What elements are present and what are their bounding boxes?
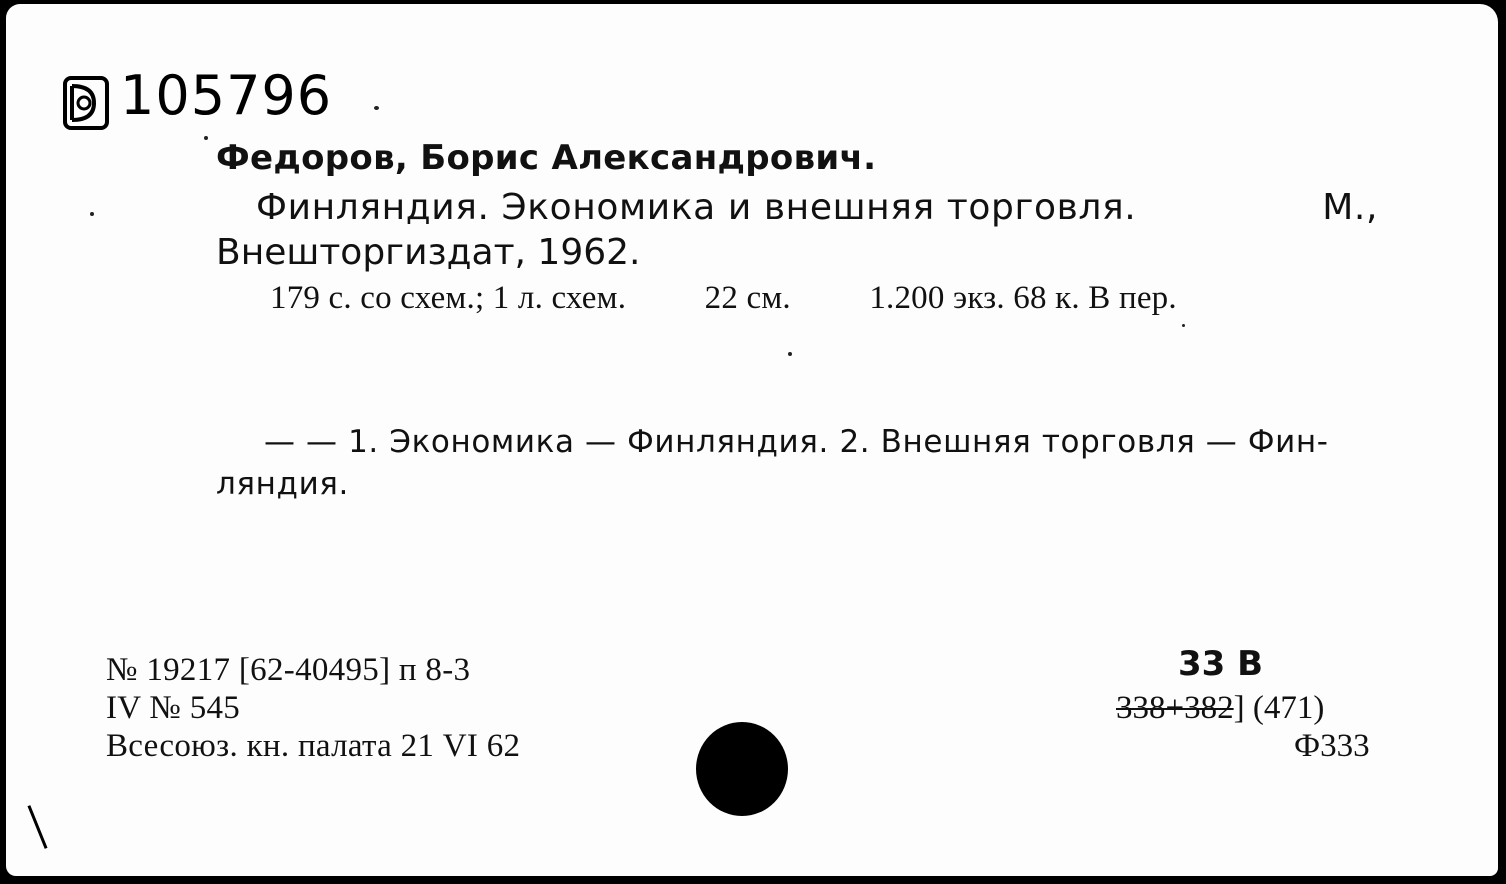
title-text: Финляндия. Экономика и внешняя торговля. — [256, 187, 1137, 228]
speck — [90, 212, 94, 216]
classification-index — [1116, 690, 1324, 727]
inventory-number: 105796 — [120, 64, 333, 127]
subject-headings-line-1: — — 1. Экономика — Финляндия. 2. Внешняя торговля — Фин- — [264, 424, 1329, 460]
classification-rest: ] (471) — [1233, 690, 1325, 726]
size-info: 22 см. — [704, 280, 791, 316]
title-line — [256, 187, 1378, 228]
speck — [374, 106, 379, 110]
speck — [204, 136, 208, 140]
library-stamp-icon — [62, 72, 112, 132]
author-heading: Федоров, Борис Александрович. — [216, 138, 877, 178]
catalog-card — [6, 4, 1498, 876]
struck-classification: 338+382 — [1116, 690, 1234, 726]
subject-headings-line-2: ляндия. — [216, 466, 350, 502]
registration-chamber: Всесоюз. кн. палата 21 VI 62 — [106, 728, 521, 764]
speck — [1182, 324, 1185, 327]
speck — [788, 352, 792, 356]
handwritten-class-mark: 33 В — [1178, 644, 1264, 684]
registration-volume: IV № 545 — [106, 690, 241, 726]
physical-description — [270, 280, 1177, 317]
publisher-line: Внешторгиздат, 1962. — [216, 232, 641, 273]
pages-info: 179 с. со схем.; 1 л. схем. — [270, 280, 627, 316]
copies-price-info: 1.200 экз. 68 к. В пер. — [869, 280, 1177, 316]
punch-hole — [696, 722, 788, 816]
registration-number: № 19217 [62-40495] п 8-3 — [106, 652, 471, 688]
pencil-mark — [27, 805, 47, 849]
cutter-number: Ф333 — [1294, 728, 1370, 764]
place-of-publication: М., — [1322, 187, 1378, 228]
